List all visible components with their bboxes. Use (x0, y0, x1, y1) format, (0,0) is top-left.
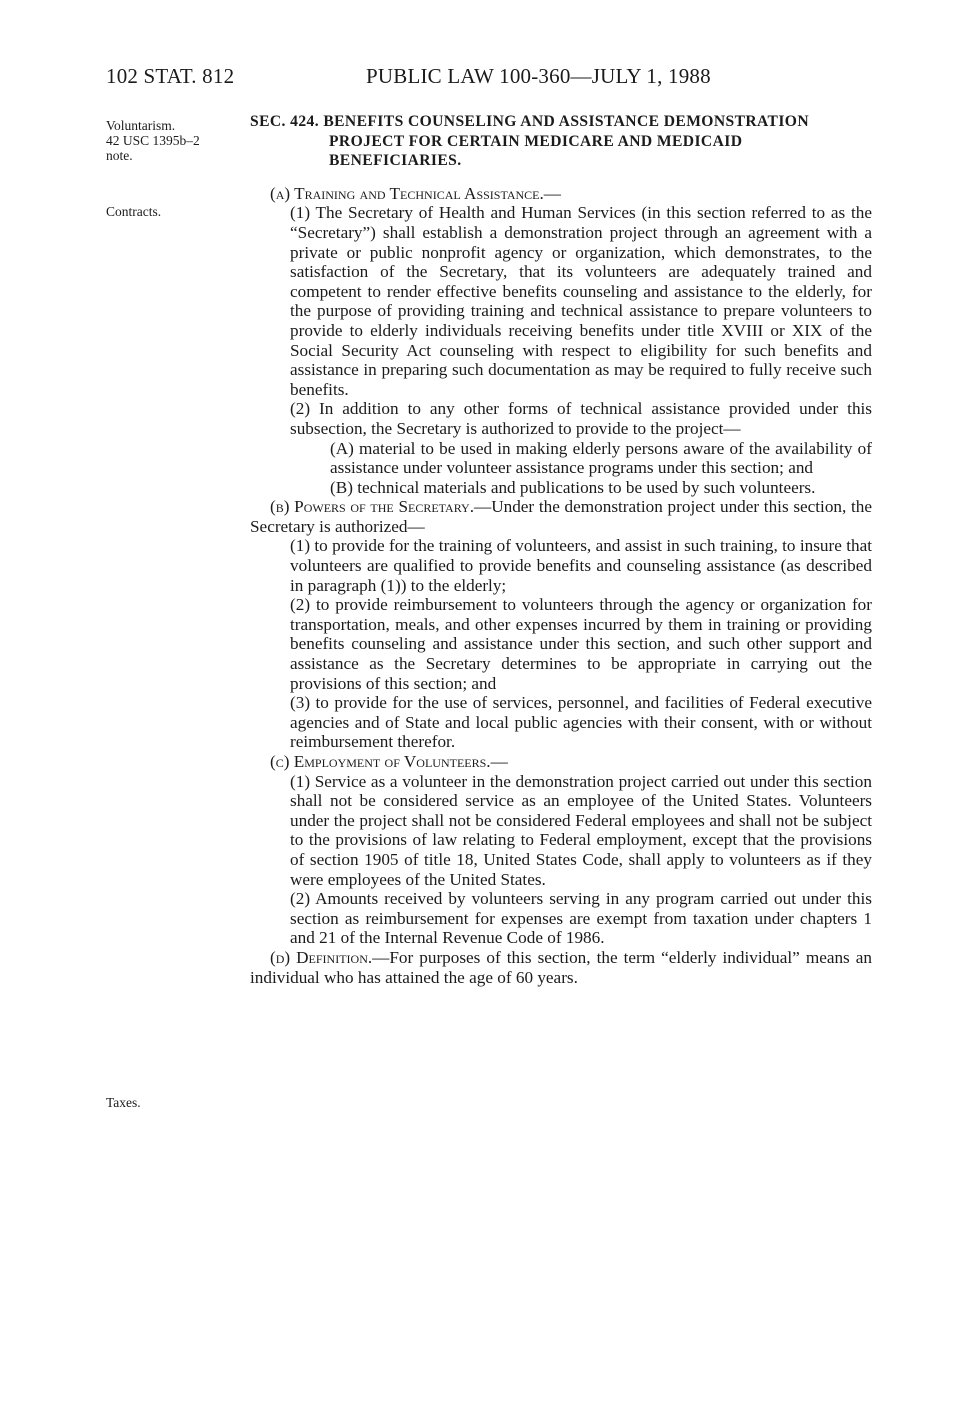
margin-note-voluntarism: Voluntarism. (106, 118, 176, 133)
paragraph-a2B: (B) technical materials and publications to be used by such volunteers. (330, 477, 816, 497)
subsection-b (250, 497, 872, 536)
section-heading-rest: PROJECT FOR CERTAIN MEDICARE AND MEDICAID BENEFICIARIES. (329, 132, 743, 170)
subsection-a-title: (a) Training and Technical Assistance.— (270, 183, 561, 203)
margin-note-note: note. (106, 148, 133, 163)
running-header: PUBLIC LAW 100-360—JULY 1, 1988 (366, 64, 711, 88)
paragraph-a1: (1) The Secretary of Health and Human Services (in this section referred to as the “Secretary”) shall establish a demonstration project through an agreement with a private or public nonprofit agency or organization, which demonstrates, to the satisfaction of the Secretary, that its volunteers are adequately trained and competent to render effective benefits counseling and assistance to the elderly, for the purpose of providing training and technical assistance to prepare volunteers to provide to elderly individuals receiving benefits under title XVIII or XIX of the Social Security Act counseling with respect to eligibility for such benefits and assistance in preparing such documentation as may be required to fully receive such benefits. (290, 203, 872, 399)
paragraph-a2: (2) In addition to any other forms of technical assistance provided under this subsection, the Secretary is authorized to provide to the project— (290, 399, 872, 438)
page-stat-citation: 102 STAT. 812 (106, 64, 235, 88)
subsection-d-label: (d) Definition. (270, 947, 373, 967)
margin-note-contracts: Contracts. (106, 204, 162, 219)
subsection-b-label: (b) Powers of the Secretary. (270, 497, 475, 517)
paragraph-b2: (2) to provide reimbursement to volunteers through the agency or organization for transportation, meals, and other expenses incurred by them in training or providing benefits counseling and assistance under this section, and such other support and assistance as the Secretary determines to be appropriate in carrying out the provisions of this section; and (290, 595, 872, 693)
subsection-b-text: —Under the demonstration project under this section, the Secretary is authorized— (250, 497, 872, 536)
paragraph-b1: (1) to provide for the training of volunteers, and assist in such training, to insure that volunteers are qualified to provide benefits and counseling assistance (as described in paragraph (1)) to the elderly; (290, 536, 872, 595)
section-heading-line1: SEC. 424. BENEFITS COUNSELING AND ASSISTANCE DEMONSTRATION (250, 113, 809, 130)
margin-note-usc: 42 USC 1395b–2 (106, 133, 200, 148)
section-body (250, 112, 872, 987)
subsection-c-title: (c) Employment of Volunteers.— (270, 752, 508, 771)
paragraph-c2: (2) Amounts received by volunteers serving in any program carried out under this section as reimbursement for expenses are exempt from taxation under chapters 1 and 21 of the Internal Revenue Code of 1986. (290, 889, 872, 948)
section-heading (250, 112, 872, 171)
paragraph-a2A: (A) material to be used in making elderly persons aware of the availability of assistance under volunteer assistance programs under this section; and (330, 438, 872, 478)
margin-note-taxes: Taxes. (106, 1095, 141, 1110)
paragraph-b3: (3) to provide for the use of services, personnel, and facilities of Federal executive agencies and of State and local public agencies with their consent, with or without reimbursement therefor. (290, 693, 872, 752)
subsection-d-text: —For purposes of this section, the term “elderly individual” means an individual who has attained the age of 60 years. (250, 947, 872, 987)
subsection-d (250, 948, 872, 987)
paragraph-c1: (1) Service as a volunteer in the demonstration project carried out under this section shall not be considered service as an employee of the United States. Volunteers under the project shall not be considered Federal employees and shall not be subject to the provisions of law relating to Federal employment, except that the provisions of section 1905 of title 18, United States Code, shall apply to volunteers as if they were employees of the United States. (290, 771, 872, 889)
